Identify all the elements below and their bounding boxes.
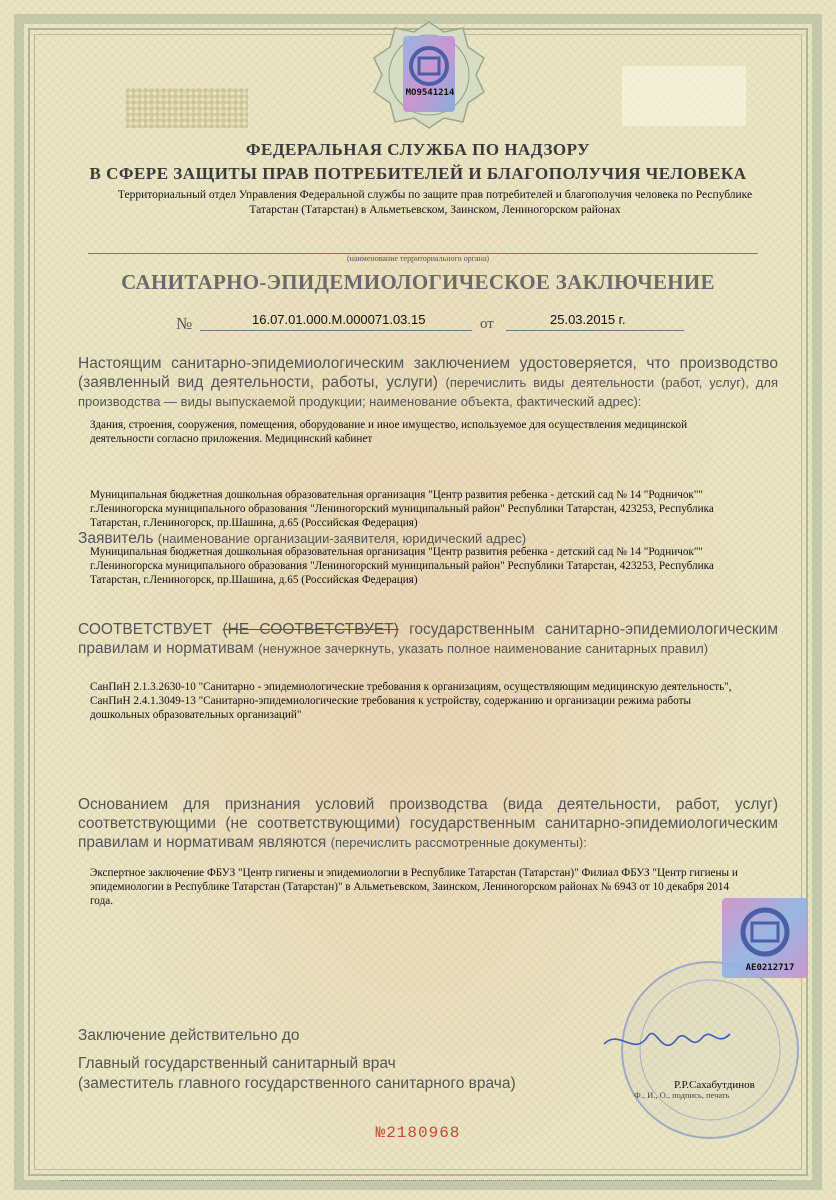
- section-production-hint: (перечислить виды деятельности (работ, услуг), для производства — виды выпускаемой продукции; наименование объекта, фактический адрес):: [78, 375, 778, 409]
- applicant-fill: Муниципальная бюджетная дошкольная образовательная организация "Центр развития ребенка - детский сад № 14 "Родничок"" г.Лениногорска муниципального образования "Лениногорский муниципальный район" Республики Татарстан, 423253, Республика Татарстан, г.Лениногорск, пр.Шашина, д.65 (Российская Федерация): [90, 546, 714, 586]
- number-value: 16.07.01.000.М.000071.03.15: [252, 312, 426, 327]
- compliance-struck: (НЕ СООТВЕТСТВУЕТ): [222, 621, 399, 638]
- hologram-top-icon: [403, 36, 455, 112]
- basis-fill: Экспертное заключение ФБУЗ "Центр гигиены и эпидемиологии в Республике Татарстан (Татарстан)" Филиал ФБУЗ "Центр гигиены и эпидемиологии в Республике Татарстан (Татарстан)" в Альметьевском, Заинском, Лениногорском районах № 6943 от 10 декабря 2014 года.: [90, 867, 738, 907]
- territorial-organ: [100, 188, 770, 218]
- header-line-2: В СФЕРЕ ЗАЩИТЫ ПРАВ ПОТРЕБИТЕЛЕЙ И БЛАГОПОЛУЧИЯ ЧЕЛОВЕКА: [89, 164, 747, 183]
- ornament-right: [622, 66, 746, 126]
- compliance-text: государственным санитарно-эпидемиологическим правилам и нормативам: [78, 621, 778, 657]
- document-title: САНИТАРНО-ЭПИДЕМИОЛОГИЧЕСКОЕ ЗАКЛЮЧЕНИЕ: [121, 270, 715, 294]
- applicant-label: Заявитель: [78, 530, 154, 547]
- compliance-hint: (ненужное зачеркнуть, указать полное наименование санитарных правил): [258, 641, 709, 656]
- signer-caption: Ф., И., О., подпись, печать: [634, 1090, 730, 1100]
- validity-label: Заключение действительно до: [78, 1027, 300, 1044]
- date-underline: [506, 330, 684, 331]
- number-underline: [200, 330, 472, 331]
- basis-hint: (перечислить рассмотренные документы):: [330, 835, 587, 850]
- production-fill: Здания, строения, сооружения, помещения, оборудование и иное имущество, используемое для осуществления медицинской деятельности согласно приложения. Медицинский кабинет: [90, 419, 688, 445]
- date-value: 25.03.2015 г.: [550, 312, 626, 327]
- section-production-text: Настоящим санитарно-эпидемиологическим заключением удостоверяется, что производство (заявленный вид деятельности, работы, услуги): [78, 355, 778, 391]
- header-line-1: ФЕДЕРАЛЬНАЯ СЛУЖБА ПО НАДЗОРУ: [245, 140, 591, 159]
- applicant-hint: (наименование организации-заявителя, юридический адрес): [157, 531, 527, 546]
- section-production: [78, 354, 778, 411]
- basis-text: Основанием для признания условий производства (вида деятельности, работ, услуг) соответствующими (не соответствующими) государственным санитарно-эпидемиологическим правилам и нормативам являются: [78, 796, 778, 851]
- hologram-bottom-code: АЕ0212717: [745, 963, 795, 973]
- section-basis: [78, 795, 778, 852]
- number-label: №: [176, 314, 193, 333]
- territorial-organ-line-2: Татарстан (Татарстан) в Альметьевском, Заинском, Лениногорском районах: [249, 204, 621, 216]
- ornament-left: [126, 88, 248, 128]
- territorial-organ-line-1: Территориальный отдел Управления Федеральной службы по защите прав потребителей и благополучия человека по Республике: [117, 189, 753, 201]
- compliance-fill: СанПиН 2.1.3.2630-10 "Санитарно - эпидемиологические требования к организациям, осуществляющим медицинскую деятельность", СанПиН 2.4.1.3049-13 "Санитарно-эпидемиологические требования к устройству, содержанию и организации режима работы дошкольных образовательных организаций": [90, 681, 732, 721]
- object-address-fill: Муниципальная бюджетная дошкольная образовательная организация "Центр развития ребенка - детский сад № 14 "Родничок"" г.Лениногорска муниципального образования "Лениногорский муниципальный район" Республики Татарстан, 423253, Республика Татарстан, г.Лениногорск, пр.Шашина, д.65 (Российская Федерация): [90, 489, 714, 529]
- hologram-top-code: МО9541214: [405, 88, 455, 98]
- section-compliance: [78, 620, 778, 658]
- date-label: от: [480, 316, 494, 332]
- compliance-word: СООТВЕТСТВУЕТ: [78, 621, 213, 638]
- doctor-title-line-1: Главный государственный санитарный врач: [78, 1055, 396, 1072]
- signer-name: Р.Р.Сахабутдинов: [674, 1079, 755, 1091]
- serial-number: №2180968: [375, 1124, 461, 1142]
- bottom-edge: [60, 1180, 776, 1187]
- organ-caption: (наименование территориального органа): [347, 254, 489, 263]
- doctor-title-line-2: (заместитель главного государственного санитарного врача): [78, 1075, 516, 1092]
